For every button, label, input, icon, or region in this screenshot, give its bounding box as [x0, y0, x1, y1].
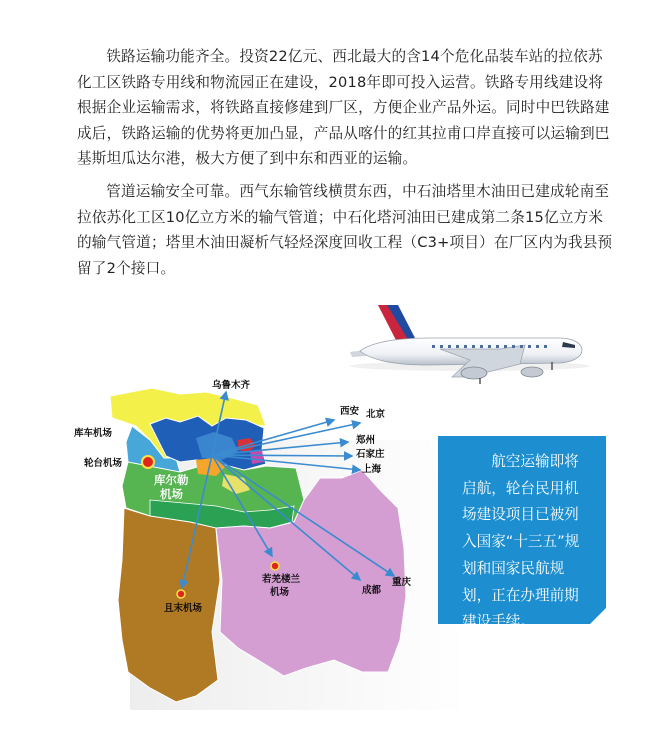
label-chongqing: 重庆: [392, 577, 412, 588]
paragraph-rail-transport: 铁路运输功能齐全。投资22亿元、西北最大的含14个危化品装车站的拉依苏化工区铁路专用线和物流园正在建设，2018年即可投入运营。铁路专用线建设将根据企业运输需求，将铁路直接修建到厂区，方便企业产品外运。同时中巴铁路建成后，铁路运输的优势将更加凸显，产品从喀什的红其拉甫口岸直接可以运输到巴基斯坦瓜达尔港，极大方便了到中东和西亚的运输。: [77, 48, 610, 168]
qiemo-airport-marker: [177, 590, 185, 598]
aviation-info-text: 航空运输即将启航，轮台民用机场建设项目已被列入国家“十三五”规划和国家民航规划，正在办理前期建设手续。: [462, 453, 580, 631]
label-ruoqiang: 若羌楼兰: [262, 574, 301, 585]
label-xian: 西安: [340, 406, 360, 417]
paragraph-pipeline-transport: 管道运输安全可靠。西气东输管线横贯东西，中石油塔里木油田已建成轮南至拉依苏化工区10亿立方米的输气管道；中石化塔河油田已建成第二条15亿立方米的输气管道；塔里木油田凝析气轻烃深度回收工程（C3+项目）在厂区内为我县预留了2个接口。: [77, 183, 613, 277]
ruoqiang-airport-marker: [271, 562, 279, 570]
label-shanghai: 上海: [362, 464, 382, 475]
label-korla-airport: 机场: [160, 487, 183, 501]
label-ruoqiang-airport: 机场: [270, 587, 290, 598]
airplane-illustration: [350, 305, 590, 384]
label-korla: 库尔勒: [154, 473, 189, 487]
luntai-airport-marker: [142, 456, 154, 468]
label-zhengzhou: 郑州: [356, 435, 376, 446]
label-qiemo-airport: 且末机场: [164, 603, 203, 614]
label-luntai-airport: 轮台机场: [84, 458, 123, 469]
route-arrow-shijiazhuang: [212, 455, 352, 456]
label-beijing: 北京: [366, 409, 386, 420]
label-kuche-airport: 库车机场: [74, 428, 113, 439]
label-shijiazhuang: 石家庄: [356, 449, 385, 460]
label-urumqi: 乌鲁木齐: [212, 380, 251, 391]
region-map: [110, 388, 470, 710]
label-chengdu: 成都: [362, 585, 382, 596]
aviation-info-box: [438, 436, 606, 631]
